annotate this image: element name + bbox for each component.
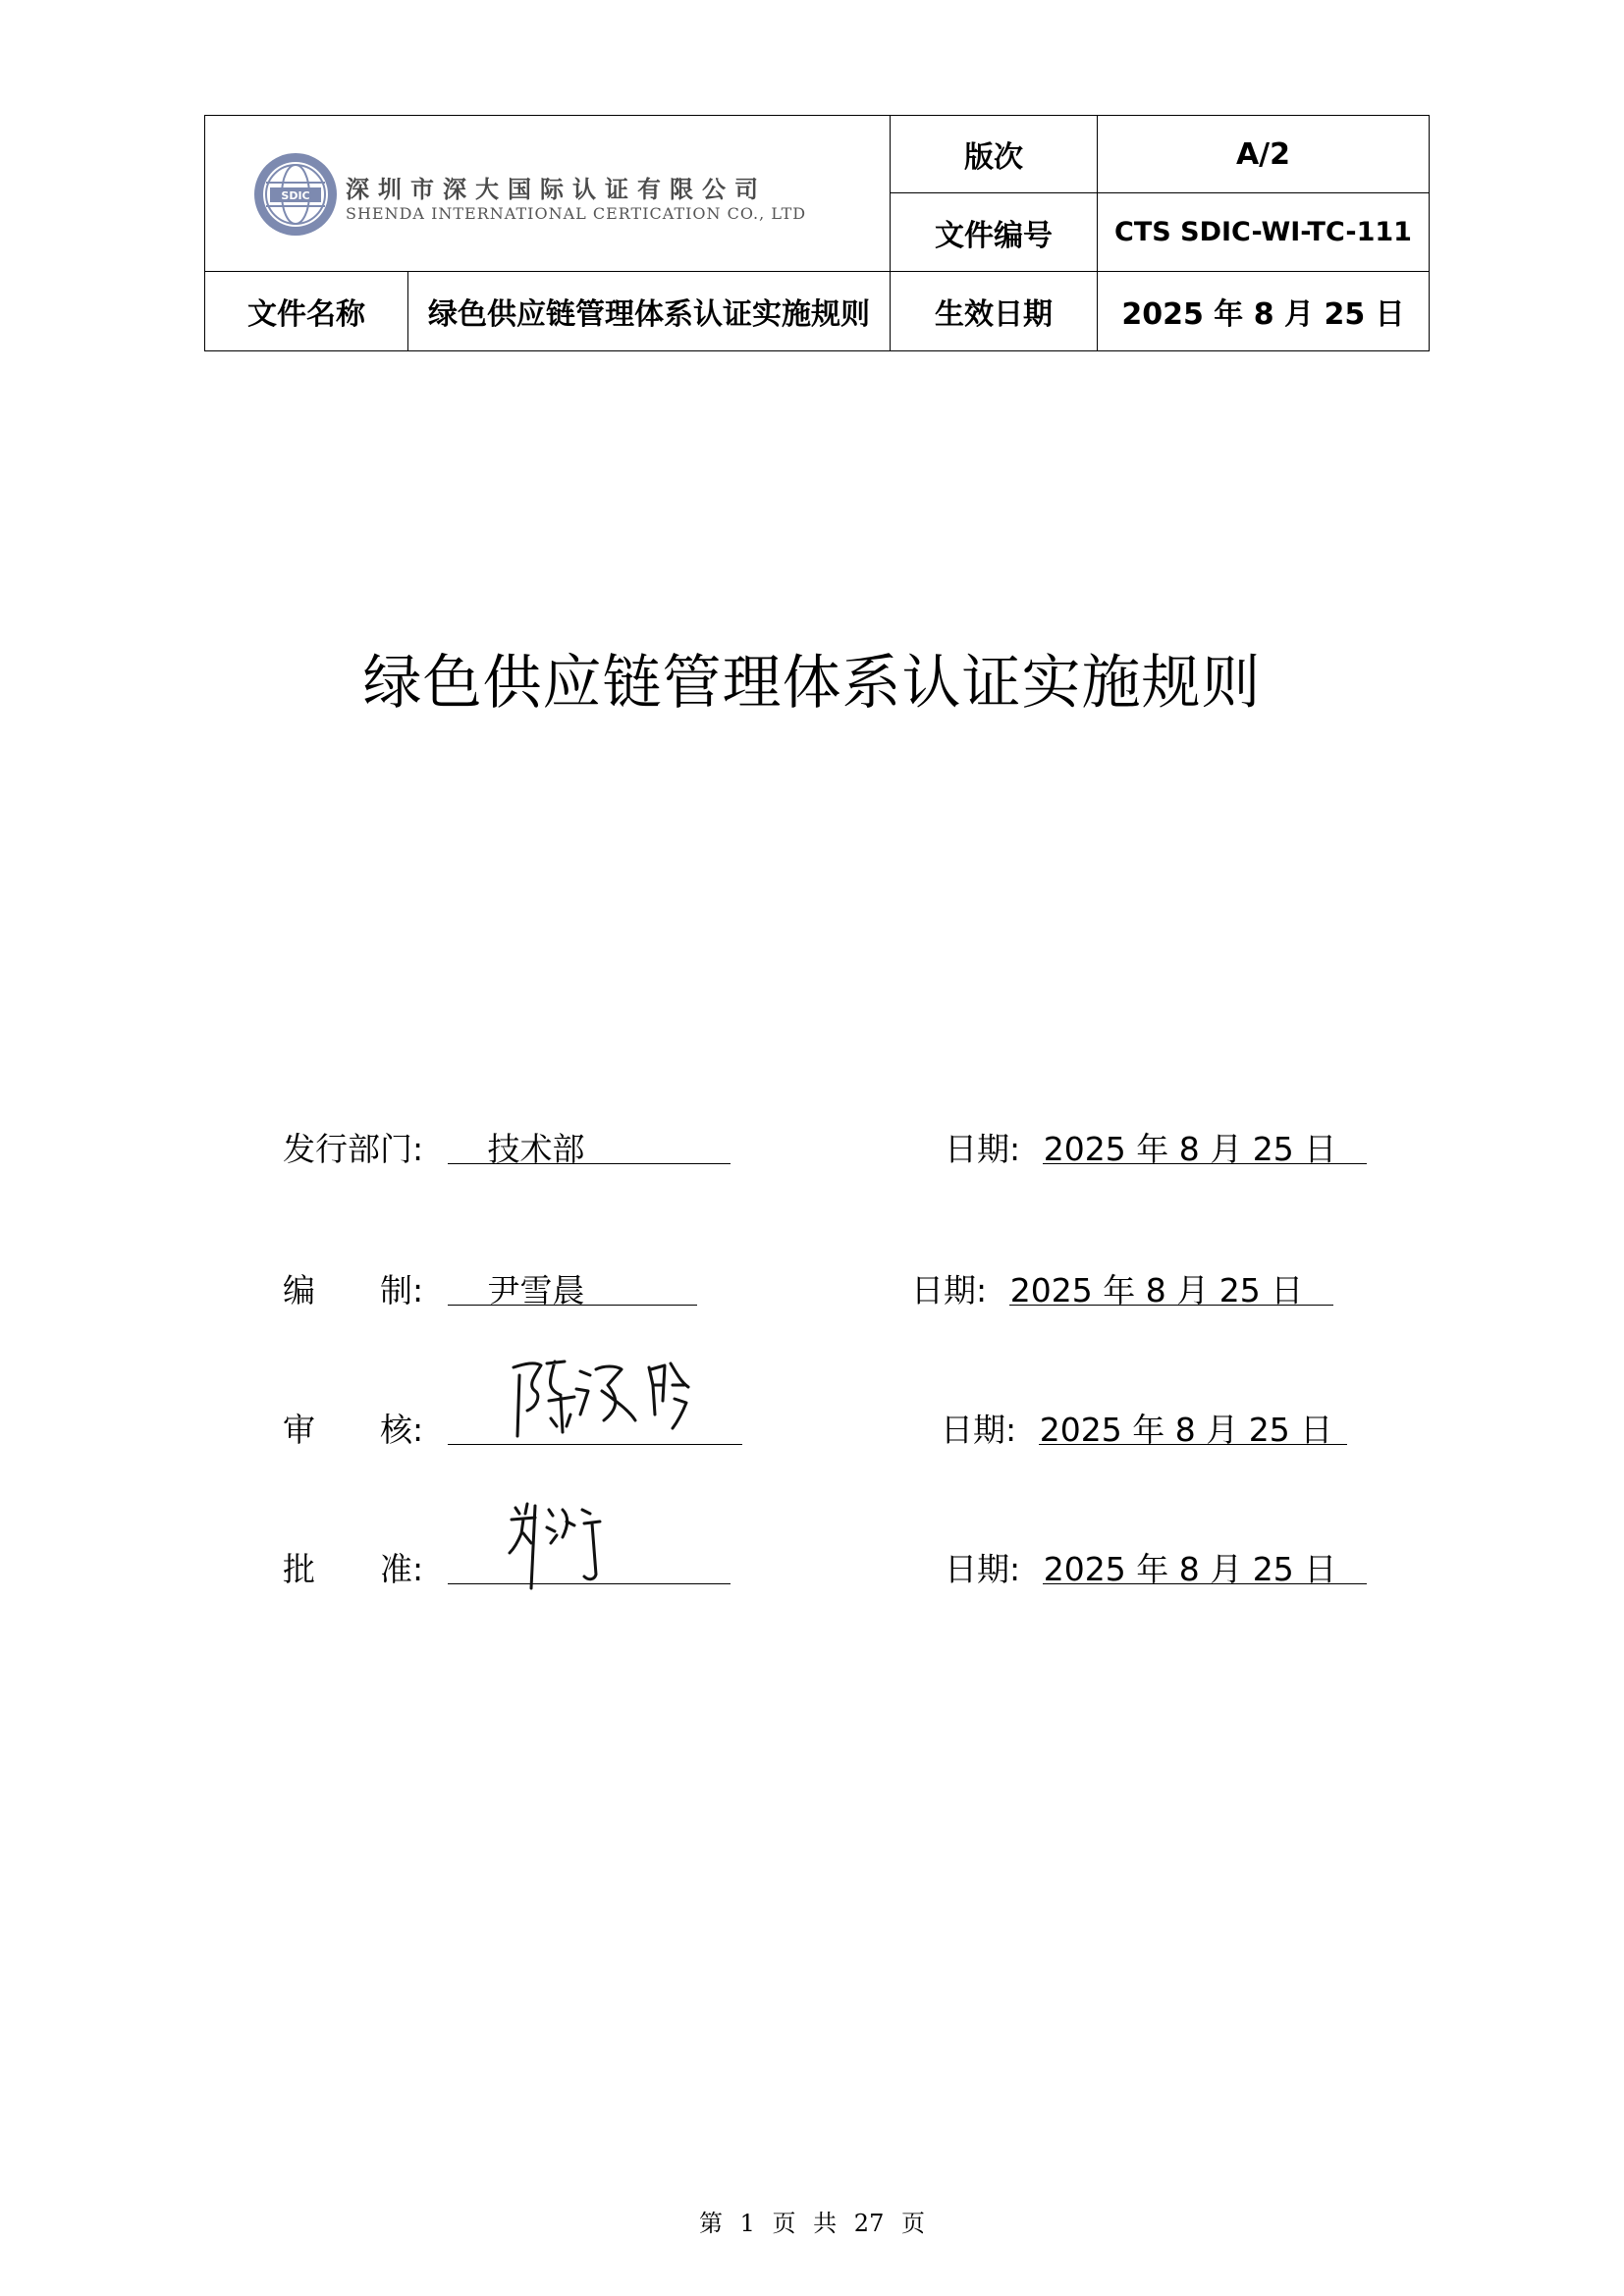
effdate-label: 生效日期 (935, 297, 1053, 332)
signoff-label: 编 制: (283, 1271, 424, 1309)
company-name-cn: 深圳市深大国际认证有限公司 (346, 176, 767, 203)
signoff-row-reviewer (0, 1405, 1624, 1454)
company-name-en: SHENDA INTERNATIONAL CERTICATION CO., LTD (346, 204, 807, 223)
signoff-row-approver (0, 1544, 1624, 1593)
signoff-value: 尹雪晨 (487, 1271, 585, 1309)
signoff-value: 技术部 (487, 1130, 585, 1168)
docname-label: 文件名称 (247, 297, 365, 332)
company-logo-block (205, 116, 891, 272)
signoff-date-value: 2025 年 8 月 25 日 (1009, 1271, 1304, 1309)
signoff-label: 发行部门: (283, 1130, 424, 1168)
signoff-date-value: 2025 年 8 月 25 日 (1039, 1411, 1333, 1449)
signoff-date-label: 日期: (911, 1271, 988, 1309)
docno-label: 文件编号 (935, 218, 1053, 253)
signoff-row-author (0, 1265, 1624, 1314)
logo-text: SDIC (281, 189, 310, 202)
signoff-date-line (1039, 1405, 1347, 1449)
page-footer: 第 1 页 共 27 页 (699, 2210, 925, 2237)
signoff-row-issuer (0, 1124, 1624, 1173)
signoff-date-label: 日期: (945, 1130, 1021, 1168)
signoff-value-line (448, 1265, 697, 1309)
signoff-label: 批 准: (283, 1550, 424, 1588)
signoff-date-value: 2025 年 8 月 25 日 (1043, 1130, 1337, 1168)
effdate-value: 2025 年 8 月 25 日 (1121, 297, 1405, 332)
signoff-date-line (1043, 1124, 1367, 1168)
signoff-date-label: 日期: (945, 1550, 1021, 1588)
signoff-date-line (1009, 1265, 1333, 1309)
signoff-label: 审 核: (283, 1411, 424, 1449)
signoff-date-value: 2025 年 8 月 25 日 (1043, 1550, 1337, 1588)
signoff-value-line (448, 1124, 731, 1168)
approver-signature-icon (506, 1500, 633, 1593)
signoff-date-label: 日期: (941, 1411, 1017, 1449)
reviewer-signature-icon (506, 1356, 692, 1444)
company-seal-icon (252, 151, 339, 238)
document-title: 绿色供应链管理体系认证实施规则 (362, 649, 1262, 718)
signoff-date-line (1043, 1544, 1367, 1588)
docname-value: 绿色供应链管理体系认证实施规则 (428, 297, 870, 332)
version-label: 版次 (964, 140, 1023, 175)
document-header-table (204, 115, 1430, 351)
version-value: A/2 (1235, 136, 1291, 172)
docno-value: CTS SDIC-WI-TC-111 (1114, 217, 1412, 247)
